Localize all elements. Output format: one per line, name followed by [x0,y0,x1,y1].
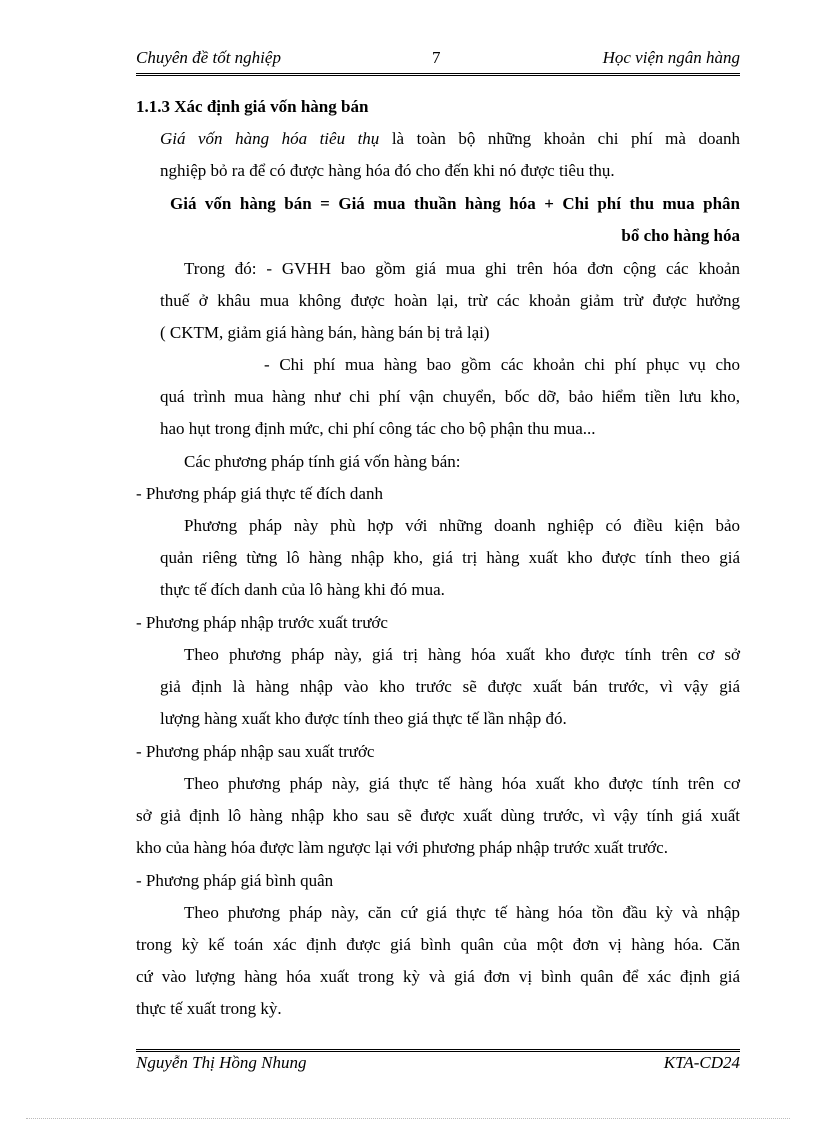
header-institution: Học viện ngân hàng [602,48,740,67]
method-text-line: thực tế xuất trong kỳ. [136,999,282,1018]
footer-rule [136,1049,740,1052]
method-text-line: quản riêng từng lô hàng nhập kho, giá trị hàng xuất kho được tính theo giá [160,548,740,567]
section-title: 1.1.3 Xác định giá vốn hàng bán [136,97,369,116]
footer-class-code: KTA-CD24 [663,1053,740,1072]
where-line-2: thuế ở khâu mua không được hoàn lại, trừ các khoản giảm trừ được hưởng [160,291,740,310]
intro-line-1-rest: là toàn bộ những khoản chi phí mà doanh [391,129,741,148]
method-text-line: Phương pháp này phù hợp với những doanh nghiệp có điều kiện bảo [184,516,740,535]
page-edge-divider [26,1118,790,1119]
intro-italic-term: Giá vốn hàng hóa tiêu thụ [160,129,380,148]
method-text-line: kho của hàng hóa được làm ngược lại với phương pháp nhập trước xuất trước. [136,838,668,857]
method-text-line: thực tế đích danh của lô hàng khi đó mua. [160,580,445,599]
method-heading: - Phương pháp nhập trước xuất trước [136,613,388,632]
where-line-1: Trong đó: - GVHH bao gồm giá mua ghi trên hóa đơn cộng các khoản [184,259,740,278]
header-rule [136,73,740,76]
footer-author: Nguyễn Thị Hồng Nhung [136,1053,307,1072]
method-text-line: lượng hàng xuất kho được tính theo giá thực tế lần nhập đó. [160,709,567,728]
method-text-line: Theo phương pháp này, căn cứ giá thực tế hàng hóa tồn đầu kỳ và nhập [184,903,740,922]
method-text-line: Theo phương pháp này, giá trị hàng hóa xuất kho được tính trên cơ sở [184,645,740,664]
page-number: 7 [432,48,441,67]
page-header [136,48,740,74]
intro-line-1 [160,126,740,152]
header-doc-type: Chuyên đề tốt nghiệp [136,48,281,67]
formula-line-2: bổ cho hàng hóa [621,226,740,245]
formula-line-1: Giá vốn hàng bán = Giá mua thuần hàng hóa + Chi phí thu mua phân [170,194,740,213]
method-heading: - Phương pháp nhập sau xuất trước [136,742,375,761]
method-text-line: sở giả định lô hàng nhập kho sau sẽ được xuất dùng trước, vì vậy tính giá xuất [136,806,740,825]
method-heading: - Phương pháp giá bình quân [136,871,334,890]
where-line-6: hao hụt trong định mức, chi phí công tác cho bộ phận thu mua... [160,419,596,438]
page-footer [136,1053,740,1079]
method-text-line: giả định là hàng nhập vào kho trước sẽ được xuất bán trước, vì vậy giá [160,677,740,696]
method-text-line: Theo phương pháp này, giá thực tế hàng hóa xuất kho được tính trên cơ [184,774,740,793]
where-line-5: quá trình mua hàng như chi phí vận chuyển, bốc dỡ, bảo hiểm tiền lưu kho, [160,387,740,406]
method-heading: - Phương pháp giá thực tế đích danh [136,484,383,503]
method-text-line: trong kỳ kế toán xác định được giá bình quân của một đơn vị hàng hóa. Căn [136,935,740,954]
intro-line-2: nghiệp bỏ ra để có được hàng hóa đó cho đến khi nó được tiêu thụ. [160,161,615,180]
where-line-4: - Chi phí mua hàng bao gồm các khoản chi phí phục vụ cho [264,355,740,374]
method-text-line: cứ vào lượng hàng hóa xuất trong kỳ và giá đơn vị bình quân để xác định giá [136,967,740,986]
methods-intro: Các phương pháp tính giá vốn hàng bán: [184,452,461,471]
where-line-3: ( CKTM, giảm giá hàng bán, hàng bán bị trả lại) [160,323,490,342]
